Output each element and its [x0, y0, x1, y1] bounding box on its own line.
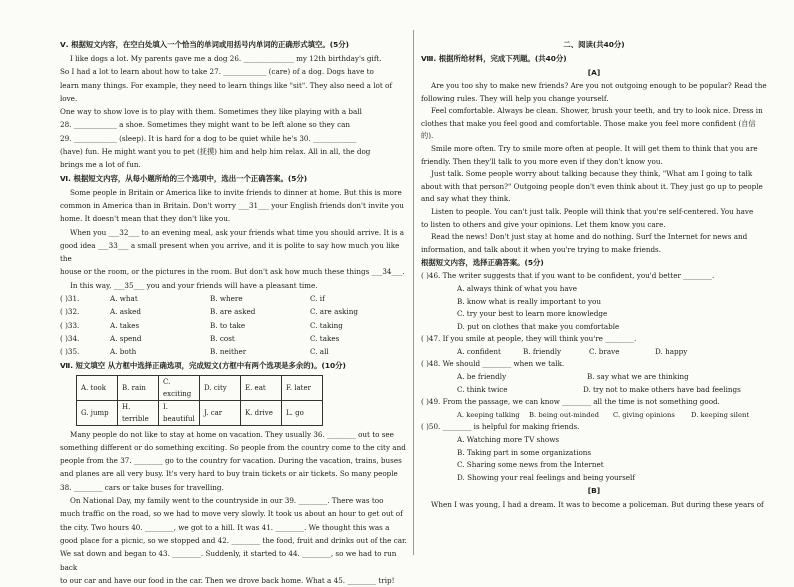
- column-divider: [413, 30, 414, 555]
- word-box: [76, 375, 323, 426]
- option-a: A. spend: [110, 333, 142, 343]
- left-column: [60, 38, 408, 587]
- word-option: G. jump: [77, 400, 118, 425]
- question-number: ( )46.: [421, 271, 441, 281]
- word-option: I. beautiful: [159, 400, 200, 425]
- question-stem: [421, 333, 767, 346]
- passage-line: friendly. Then they'll talk to you more even if they don't know you.: [421, 156, 663, 166]
- passage-line: good place for a picnic, so we stopped and 42. ________ the food, fruit and drinks out of the car.: [60, 535, 407, 545]
- passage-line: Some people in Britain or America like to invite friends to dinner at home. But this is more: [70, 187, 402, 197]
- passage-line: On National Day, my family went to the countryside in our 39. ________. There was too: [70, 496, 384, 506]
- question-number: ( )48.: [421, 359, 441, 369]
- passage-line: to listen to others and give your opinions. Let them know you care.: [421, 219, 666, 229]
- passage-line: the city. Two hours 40. ________, we got to a hill. It was 41. ________. We thought this was a: [60, 522, 390, 532]
- choice: A. be friendly: [457, 372, 507, 382]
- passage-line: 28. ____________ a shoe. Sometimes they might want to be left alone so they can: [60, 120, 351, 130]
- choice: D. put on clothes that make you comfortable: [457, 321, 620, 331]
- section-5-heading: Ⅴ. 根据短文内容，在空白处填入一个恰当的单词或用括号内单词的正确形式填空。(5分): [60, 40, 350, 49]
- choice-row: [421, 346, 767, 359]
- question-number: ( )33.: [60, 320, 80, 330]
- passage-line: Many people do not like to stay at home on vacation. They usually 36. ________ out to see: [70, 429, 394, 439]
- choice: B. know what is really important to you: [457, 296, 601, 306]
- passage-line: Feel comfortable. Always be clean. Shower, brush your teeth, and try to look nice. Dress in: [431, 106, 763, 116]
- passage-line: Listen to people. You can't just talk. People will think that you're self-centered. You have: [431, 206, 754, 216]
- passage-line: common in America than in Britain. Don't worry ___31___ your English friends don't invite you: [60, 200, 404, 210]
- word-option: D. city: [200, 375, 241, 400]
- choice: A. keeping talking: [457, 410, 520, 419]
- passage-line: Read the news! Don't just stay at home and do nothing. Surf the Internet for news and: [431, 232, 748, 242]
- word-option: L. go: [282, 400, 323, 425]
- question-47: [421, 333, 767, 358]
- passage-line: and say what they think.: [421, 194, 511, 204]
- option-c: C. all: [310, 347, 329, 357]
- choice: B. Taking part in some organizations: [457, 447, 592, 457]
- choice: A. Watching more TV shows: [457, 435, 560, 445]
- choice-row: [421, 384, 767, 397]
- passage-line: learn many things. For example, they need to learn things like "sit". They also need a lot of love.: [60, 80, 393, 103]
- section-6-passage: [60, 186, 408, 292]
- section-7-heading: Ⅶ. 短文填空 从方框中选择正确选项，完成短文(方框中有两个选项是多余的)。(10分): [60, 360, 346, 370]
- question-49: [421, 396, 767, 421]
- passage-line: 38. ________ cars or take buses for travelling.: [60, 482, 224, 492]
- question-46: [421, 270, 767, 333]
- passage-line: information, and talk about it when you're trying to make friends.: [421, 244, 662, 254]
- choice: D. keeping silent: [691, 410, 750, 419]
- option-a: A. asked: [110, 307, 141, 317]
- word-option: K. drive: [241, 400, 282, 425]
- question-text: From the passage, we can know ________ all the time is not something good.: [442, 397, 720, 407]
- word-option: J. car: [200, 400, 241, 425]
- question-number: ( )49.: [421, 397, 441, 407]
- passage-line: about with that person?" Outgoing people don't even think about it. They just go up to people: [421, 181, 763, 191]
- choice: B. say what we are thinking: [587, 372, 689, 382]
- choice: D. try not to make others have bad feelings: [582, 384, 741, 394]
- question-number: ( )35.: [60, 347, 80, 357]
- option-a: A. both: [110, 347, 137, 357]
- choice: D. Showing your real feelings and being yourself: [457, 472, 636, 482]
- question-stem: [421, 270, 767, 283]
- passage-line: 29. ____________ (sleep). It is hard for a dog to be quiet while he's 30. ____________: [60, 133, 357, 143]
- passage-a: [421, 80, 767, 256]
- choice: C. brave: [589, 346, 620, 356]
- section-8-heading: Ⅷ. 根据所给材料，完成下列题。(共40分): [421, 54, 567, 63]
- word-box-row: [77, 375, 323, 400]
- word-option: E. eat: [241, 375, 282, 400]
- question-text: The writer suggests that if you want to be confident, you'd better ________.: [442, 271, 715, 281]
- question-text: If you smile at people, they will think you're ________.: [442, 334, 637, 344]
- question-stem: [421, 396, 767, 409]
- question-text: ________ is helpful for making friends.: [442, 422, 580, 432]
- passage-line: So I had a lot to learn about how to take 27. ____________ (care) of a dog. Dogs have to: [60, 67, 374, 77]
- word-option: H. terrible: [118, 400, 159, 425]
- question-50: [421, 421, 767, 484]
- option-row: [60, 332, 358, 345]
- passage-line: to our car and have our food in the car. Then we drove back home. What a 45. ________ trip!: [60, 575, 395, 585]
- passage-line: brings me a lot of fun.: [60, 160, 141, 170]
- passage-line: and planes are all very busy. It's very hard to buy train tickets or air tickets. So many people: [60, 469, 398, 479]
- passage-line: We sat down and began to 43. ________. Suddenly, it started to 44. ________, so we had to run back: [60, 549, 397, 572]
- passage-line: people from the 37. ________ go to the country for vacation. During the vacation, trains, buses: [60, 456, 402, 466]
- passage-line: home. It doesn't mean that they don't like you.: [60, 214, 231, 224]
- choice: C. think twice: [457, 384, 508, 394]
- passage-line: In this way, ___35___ you and your friends will have a pleasant time.: [70, 280, 318, 290]
- question-48: [421, 358, 767, 396]
- option-b: B. are asked: [210, 307, 256, 317]
- word-option: C. exciting: [159, 375, 200, 400]
- choice: A. always think of what you have: [457, 283, 577, 293]
- choice: D. happy: [655, 346, 688, 356]
- choice: B. friendly: [523, 346, 562, 356]
- passage-line: Smile more often. Try to smile more often at people. It will get them to think that you are: [431, 143, 758, 153]
- option-c: C. are asking: [310, 307, 358, 317]
- question-stem: [421, 358, 767, 371]
- question-number: ( )34.: [60, 333, 80, 343]
- choice-row: [421, 409, 767, 422]
- passage-line: following rules. They will help you change yourself.: [421, 93, 609, 103]
- word-option: F. later: [282, 375, 323, 400]
- question-number: ( )31.: [60, 294, 80, 304]
- passage-line: much traffic on the road, so we had to move very slowly. It took us about an hour to get out of: [60, 509, 403, 519]
- passage-line: One way to show love is to play with them. Sometimes they like playing with a ball: [60, 107, 362, 117]
- passage-line: When you ___32___ to an evening meal, ask your friends what time you should arrive. It is a: [70, 227, 405, 237]
- option-a: A. takes: [110, 320, 140, 330]
- passage-line: Are you too shy to make new friends? Are you not outgoing enough to be popular? Read the: [431, 81, 767, 90]
- passage-a-label: [A]: [587, 68, 601, 77]
- option-row: [60, 292, 358, 305]
- section-7-passage: [60, 428, 408, 587]
- word-option: B. rain: [118, 375, 159, 400]
- choice-row: [421, 371, 767, 384]
- passage-line: something different or do something exciting. So people from the country come to the city and: [60, 442, 406, 452]
- instruction: 根据短文内容，选择正确答案。(5分): [421, 258, 544, 268]
- option-c: C. taking: [310, 320, 343, 330]
- word-option: A. took: [77, 375, 118, 400]
- section-6-heading: Ⅵ. 根据短文内容，从每小题所给的三个选项中，选出一个正确答案。(5分): [60, 173, 308, 183]
- option-b: B. to take: [210, 320, 246, 330]
- choice: A. confident: [457, 346, 501, 356]
- question-number: ( )50.: [421, 422, 441, 432]
- option-b: B. neither: [210, 347, 247, 357]
- passage-line: house or the room, or the pictures in the room. But don't ask how much these things ___34___.: [60, 267, 405, 277]
- option-a: A. what: [110, 294, 138, 304]
- question-number: ( )47.: [421, 334, 441, 344]
- passage-line: I like dogs a lot. My parents gave me a dog 26. ______________ my 12th birthday's gift.: [70, 54, 382, 63]
- choice: C. Sharing some news from the Internet: [457, 460, 604, 470]
- question-text: We should ________ when we talk.: [442, 359, 565, 369]
- right-column: [421, 38, 767, 512]
- option-row: [60, 345, 358, 358]
- choice: B. being out-minded: [529, 410, 599, 419]
- passage-line: (have) fun. He might want you to pet (抚摸) him and help him relax. All in all, the dog: [60, 147, 371, 157]
- choice: C. giving opinions: [613, 410, 675, 419]
- option-row: [60, 305, 358, 318]
- option-c: C. takes: [310, 333, 340, 343]
- passage-line: good idea ___33___ a small present when you arrive, and it is polite to say how much you like the: [60, 240, 400, 264]
- option-b: B. where: [210, 294, 243, 304]
- word-box-row: [77, 400, 323, 425]
- choice: C. try your best to learn more knowledge: [457, 309, 608, 319]
- passage-line: When I was young, I had a dream. It was to become a policeman. But during these years of: [431, 500, 764, 510]
- passage-line: Just talk. Some people worry about talking because they think, "What am I going to talk: [431, 169, 753, 179]
- question-number: ( )32.: [60, 307, 80, 317]
- option-row: [60, 319, 358, 332]
- option-c: C. if: [310, 294, 325, 304]
- section-5-passage: [60, 52, 408, 172]
- passage-line: clothes that make you feel good and comfortable. Those make you feel more confident (自信的).: [421, 118, 756, 141]
- part-2-heading: 二、阅读(共40分): [563, 40, 625, 49]
- passage-b-label: [B]: [587, 486, 601, 496]
- section-6-options: [60, 292, 358, 358]
- option-b: B. cost: [210, 333, 235, 343]
- question-stem: [421, 421, 767, 434]
